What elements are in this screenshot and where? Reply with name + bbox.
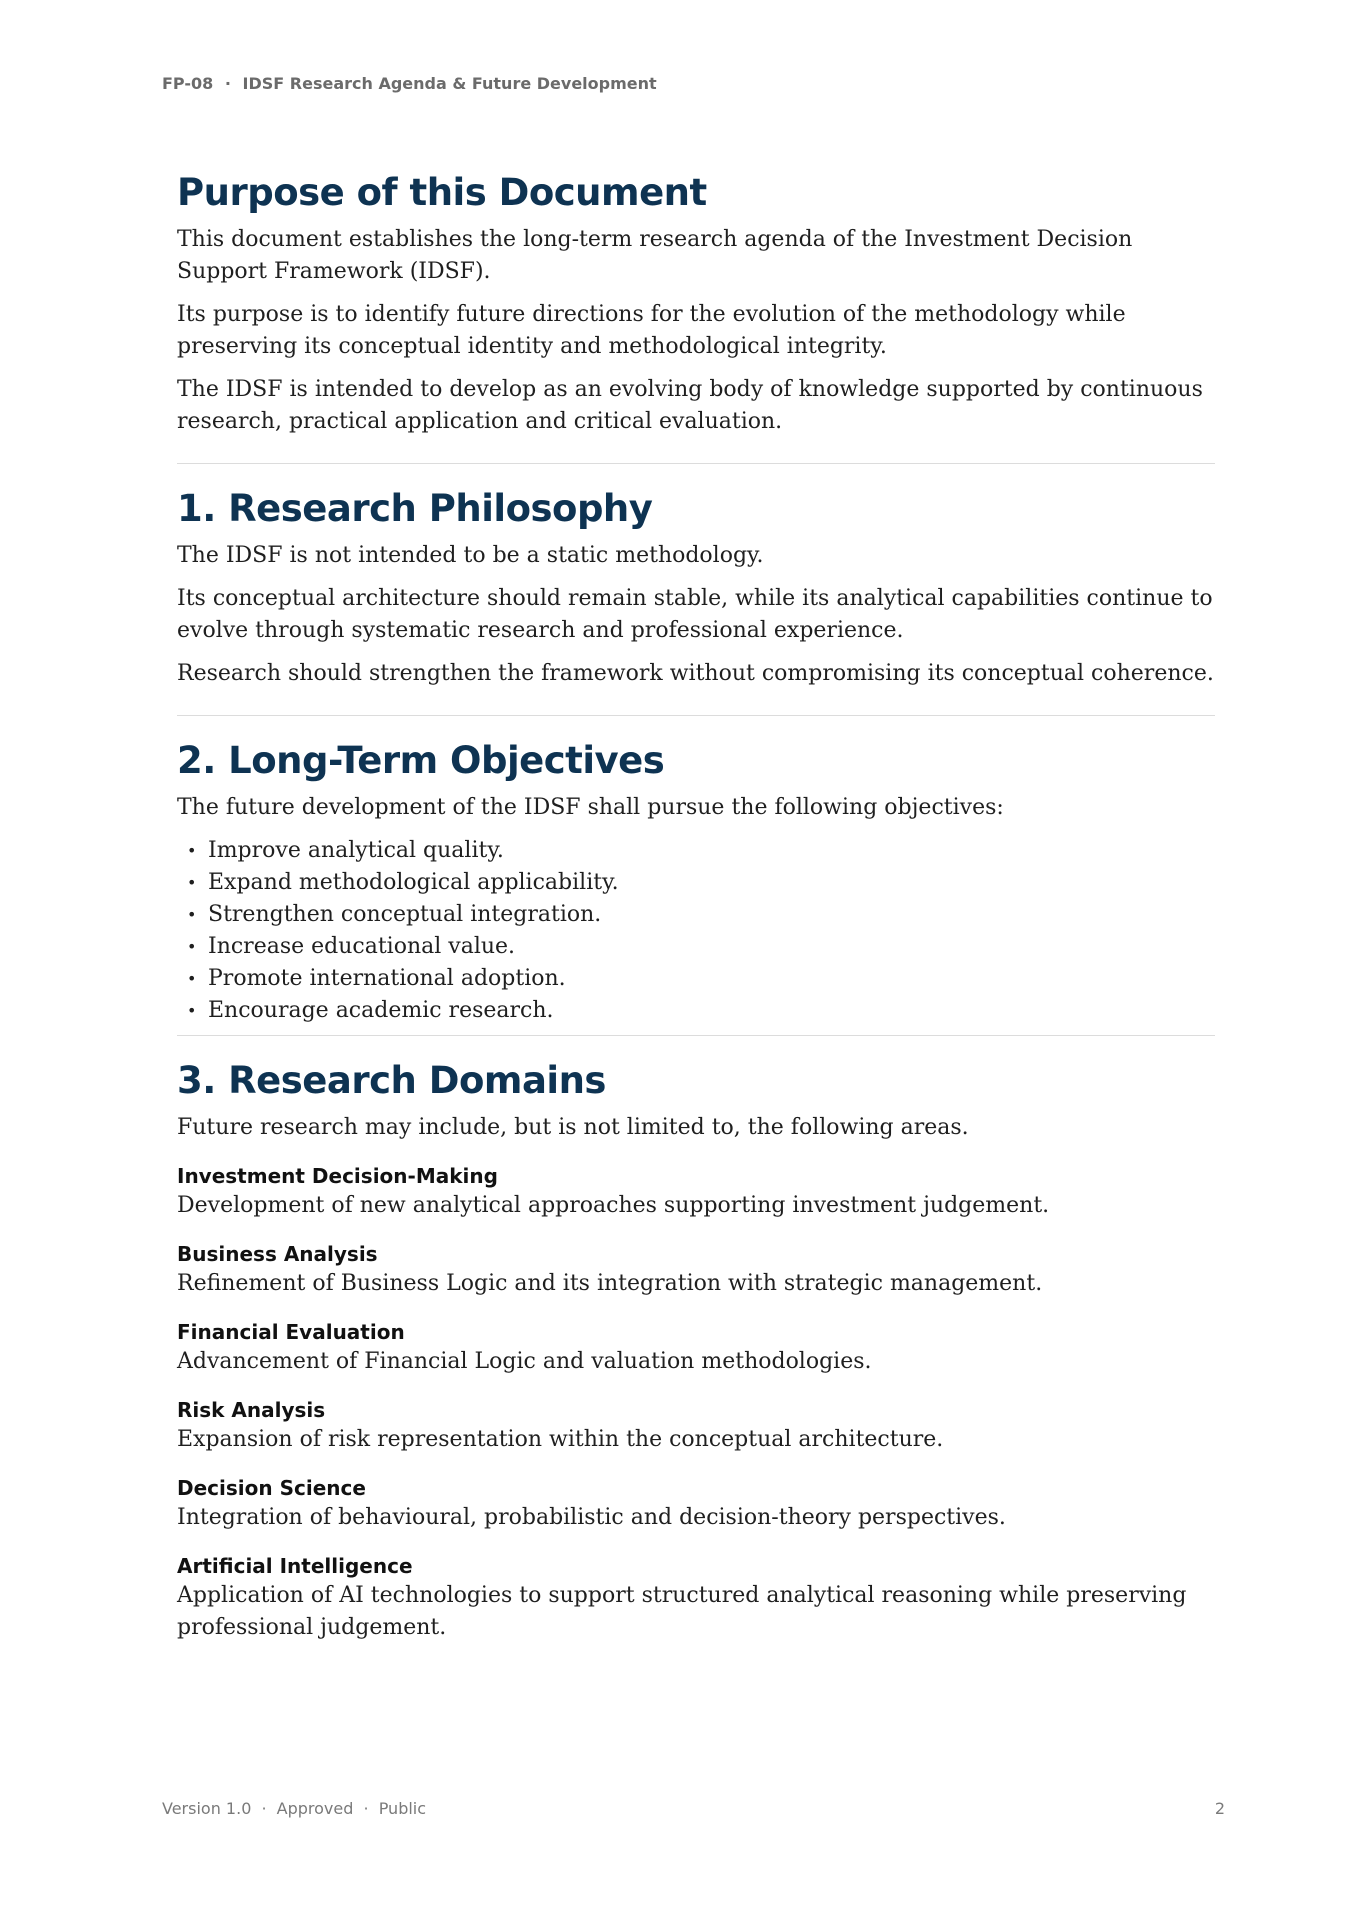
domain-item <box>177 1318 1215 1378</box>
domain-description: Application of AI technologies to support structured analytical reasoning while preserving professional judgement. <box>177 1583 1187 1640</box>
bullet-icon: • <box>187 969 197 988</box>
domain-title: Investment Decision-Making <box>177 1164 498 1188</box>
domain-title: Decision Science <box>177 1476 366 1500</box>
paragraph: This document establishes the long-term research agenda of the Investment Decision Support Framework (IDSF). <box>177 227 1133 284</box>
footer-separator: · <box>261 1799 267 1818</box>
domain-title: Risk Analysis <box>177 1398 326 1422</box>
paragraph: The IDSF is not intended to be a static methodology. <box>177 543 764 568</box>
section-research-philosophy <box>177 486 1215 716</box>
bullet-icon: • <box>187 873 197 892</box>
section-title-research-philosophy: 1. Research Philosophy <box>177 487 653 530</box>
section-purpose <box>177 170 1215 464</box>
page-number: 2 <box>1214 1799 1225 1818</box>
objectives-list <box>177 835 1215 1027</box>
domain-item <box>177 1240 1215 1300</box>
doc-title: IDSF Research Agenda & Future Development <box>242 74 657 93</box>
list-item: • Increase educational value. <box>177 931 1215 963</box>
domain-item <box>177 1552 1215 1644</box>
bullet-icon: • <box>187 937 197 956</box>
footer-status: Approved <box>276 1799 354 1818</box>
domain-description: Expansion of risk representation within the conceptual architecture. <box>177 1427 944 1452</box>
header-separator: · <box>224 74 231 93</box>
domain-description: Advancement of Financial Logic and valuation methodologies. <box>177 1349 872 1374</box>
paragraph: Its purpose is to identify future directions for the evolution of the methodology while preserving its conceptual identity and methodological integrity. <box>177 302 1126 359</box>
section-title-long-term-objectives: 2. Long-Term Objectives <box>177 739 665 782</box>
paragraph: The IDSF is intended to develop as an evolving body of knowledge supported by continuous research, practical application and critical evaluation. <box>177 377 1203 434</box>
footer-visibility: Public <box>378 1799 427 1818</box>
section-research-domains <box>177 1058 1215 1658</box>
footer-meta <box>162 1799 426 1818</box>
list-item: • Improve analytical quality. <box>177 835 1215 867</box>
list-item: • Expand methodological applicability. <box>177 867 1215 899</box>
domain-description: Integration of behavioural, probabilistic and decision-theory perspectives. <box>177 1505 1006 1530</box>
domain-title: Financial Evaluation <box>177 1320 405 1344</box>
section-title-research-domains: 3. Research Domains <box>177 1059 606 1102</box>
domains-intro: Future research may include, but is not limited to, the following areas. <box>177 1115 969 1140</box>
footer-version: Version 1.0 <box>162 1799 252 1818</box>
doc-code: FP-08 <box>162 74 214 93</box>
domain-description: Development of new analytical approaches supporting investment judgement. <box>177 1193 1050 1218</box>
list-item: • Encourage academic research. <box>177 995 1215 1027</box>
domain-title: Business Analysis <box>177 1242 378 1266</box>
running-header <box>162 74 657 93</box>
domain-item <box>177 1474 1215 1534</box>
document-body <box>177 170 1215 1680</box>
footer-separator: · <box>363 1799 369 1818</box>
domain-title: Artificial Intelligence <box>177 1554 413 1578</box>
section-long-term-objectives <box>177 738 1215 1036</box>
domain-description: Refinement of Business Logic and its integration with strategic management. <box>177 1271 1043 1296</box>
bullet-icon: • <box>187 841 197 860</box>
paragraph: Its conceptual architecture should remain stable, while its analytical capabilities continue to evolve through systematic research and professional experience. <box>177 586 1213 643</box>
domain-item <box>177 1162 1215 1222</box>
bullet-icon: • <box>187 905 197 924</box>
section-title-purpose: Purpose of this Document <box>177 171 707 214</box>
paragraph: Research should strengthen the framework without compromising its conceptual coherence. <box>177 661 1214 686</box>
list-item: • Strengthen conceptual integration. <box>177 899 1215 931</box>
objectives-intro: The future development of the IDSF shall pursue the following objectives: <box>177 795 1004 820</box>
domain-item <box>177 1396 1215 1456</box>
bullet-icon: • <box>187 1001 197 1020</box>
list-item: • Promote international adoption. <box>177 963 1215 995</box>
